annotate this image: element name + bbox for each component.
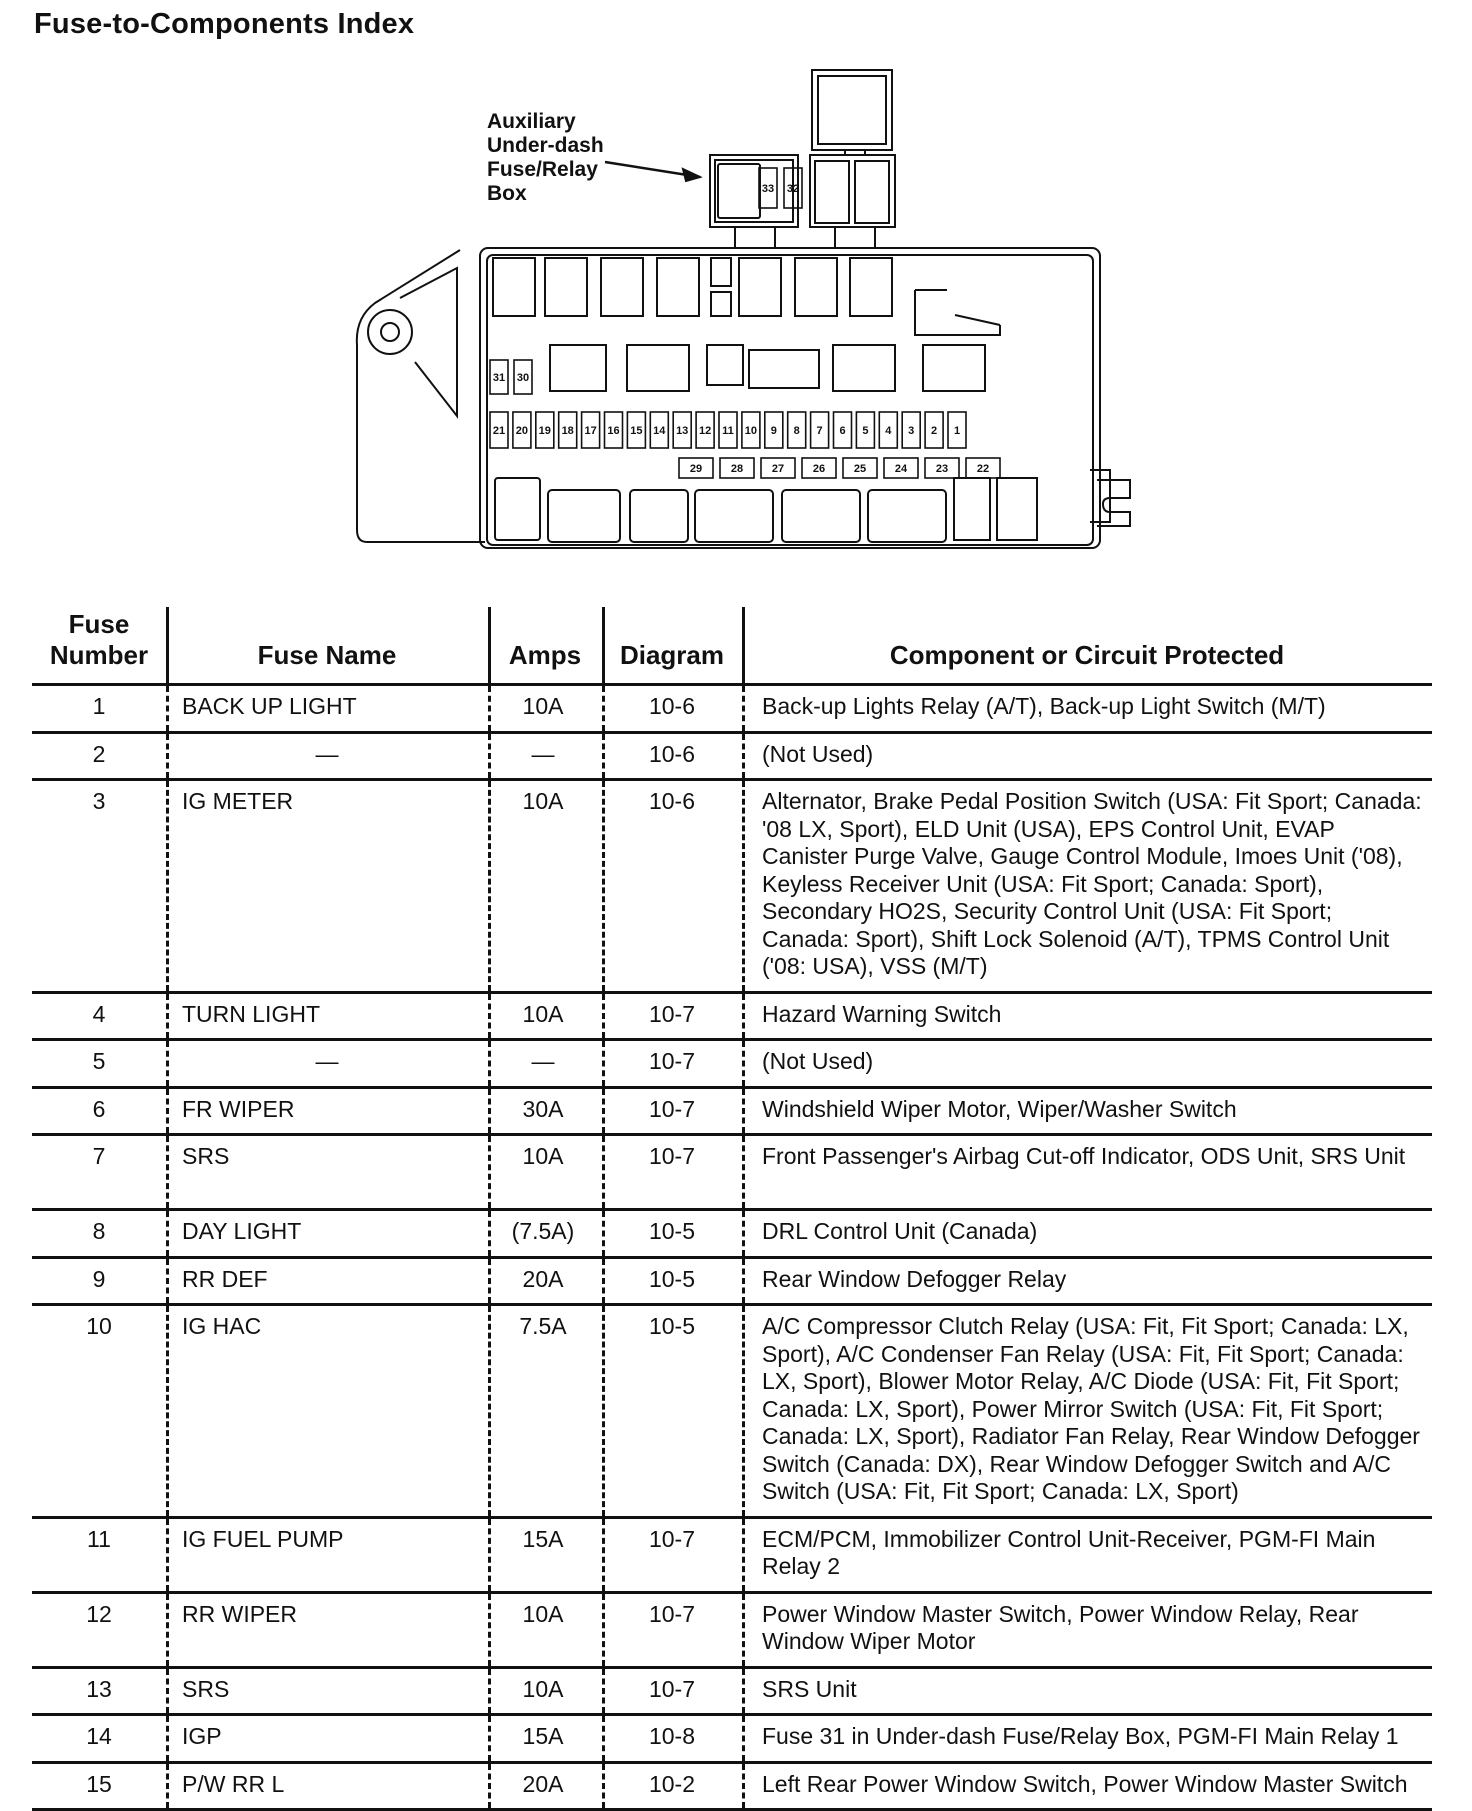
fuse-name: SRS xyxy=(182,1676,482,1704)
fuse-number: 1 xyxy=(32,693,166,721)
fuse-amps: (7.5A) xyxy=(486,1218,600,1246)
column-divider xyxy=(166,1136,169,1208)
column-divider xyxy=(488,607,491,683)
fuse-component: Hazard Warning Switch xyxy=(762,1001,1422,1029)
fuse-label: 32 xyxy=(787,183,799,195)
column-divider xyxy=(166,1716,169,1761)
fuse-amps: — xyxy=(486,1048,600,1076)
column-divider xyxy=(742,1259,745,1304)
fuse-component: SRS Unit xyxy=(762,1676,1422,1704)
column-divider xyxy=(742,1041,745,1086)
fuse-label: 24 xyxy=(895,463,908,475)
fuse-component: Fuse 31 in Under-dash Fuse/Relay Box, PGM-FI Main Relay 1 xyxy=(762,1723,1422,1751)
fuse-label: 2 xyxy=(931,425,937,437)
column-divider xyxy=(602,994,605,1039)
table-row xyxy=(32,1669,1432,1717)
table-row xyxy=(32,1041,1432,1089)
fuse-label: 3 xyxy=(908,425,914,437)
column-divider xyxy=(488,1259,491,1304)
fuse-amps: 15A xyxy=(486,1526,600,1554)
column-divider xyxy=(488,1594,491,1666)
column-divider xyxy=(742,1306,745,1516)
fuse-label: 7 xyxy=(817,425,823,437)
fuse-diagram-ref: 10-8 xyxy=(604,1723,740,1751)
column-divider xyxy=(602,1764,605,1809)
header-component: Component or Circuit Protected xyxy=(742,640,1432,671)
fuse-label: 21 xyxy=(493,425,505,437)
fuse-name: FR WIPER xyxy=(182,1096,482,1124)
fuse-name: P/W RR L xyxy=(182,1771,482,1799)
column-divider xyxy=(742,781,745,991)
fuse-label: 8 xyxy=(794,425,800,437)
column-divider xyxy=(602,1041,605,1086)
fuse-diagram-ref: 10-7 xyxy=(604,1096,740,1124)
column-divider xyxy=(602,1089,605,1134)
fuse-diagram-ref: 10-2 xyxy=(604,1771,740,1799)
column-divider xyxy=(602,1306,605,1516)
fuse-component: DRL Control Unit (Canada) xyxy=(762,1218,1422,1246)
column-divider xyxy=(742,1594,745,1666)
fuse-label: 13 xyxy=(676,425,688,437)
fuse-diagram-ref: 10-7 xyxy=(604,1143,740,1171)
fuse-label: 11 xyxy=(722,425,734,437)
column-divider xyxy=(742,994,745,1039)
fuse-label: 29 xyxy=(690,463,702,475)
connectors-bottom xyxy=(495,478,1037,542)
fuse-number: 3 xyxy=(32,788,166,816)
fuse-name: — xyxy=(174,1048,480,1076)
fuse-amps: 20A xyxy=(486,1771,600,1799)
fuse-number: 2 xyxy=(32,741,166,769)
column-divider xyxy=(742,1089,745,1134)
fuse-name: BACK UP LIGHT xyxy=(182,693,482,721)
column-divider xyxy=(602,1259,605,1304)
header-fuse-number xyxy=(32,609,166,671)
column-divider xyxy=(742,1211,745,1256)
fuse-label: 4 xyxy=(885,425,892,437)
fuse-label: 26 xyxy=(813,463,825,475)
fuse-number: 6 xyxy=(32,1096,166,1124)
fuse-component: Windshield Wiper Motor, Wiper/Washer Switch xyxy=(762,1096,1422,1124)
fuse-label: 31 xyxy=(493,372,505,384)
fuse-number: 5 xyxy=(32,1048,166,1076)
column-divider xyxy=(166,1594,169,1666)
fuse-diagram-ref: 10-7 xyxy=(604,1601,740,1629)
fuse-amps: 10A xyxy=(486,693,600,721)
table-row xyxy=(32,1306,1432,1519)
fuse-diagram-ref: 10-6 xyxy=(604,788,740,816)
table-row xyxy=(32,1211,1432,1259)
column-divider xyxy=(602,1669,605,1714)
column-divider xyxy=(166,1669,169,1714)
fuse-name: IG METER xyxy=(182,788,482,816)
column-divider xyxy=(166,1764,169,1809)
fuse-number: 11 xyxy=(32,1526,166,1554)
fuse-label: 12 xyxy=(699,425,711,437)
column-divider xyxy=(602,1519,605,1591)
column-divider xyxy=(166,734,169,779)
fuse-diagram-ref: 10-6 xyxy=(604,693,740,721)
page-title: Fuse-to-Components Index xyxy=(34,8,414,41)
aux-label-line: Box xyxy=(487,182,604,206)
fuse-diagram-ref: 10-6 xyxy=(604,741,740,769)
relay-slots-top xyxy=(493,258,892,316)
fuse-diagram-ref: 10-7 xyxy=(604,1526,740,1554)
fuse-label: 33 xyxy=(762,183,774,195)
fuse-diagram-ref: 10-7 xyxy=(604,1676,740,1704)
fuse-component: Alternator, Brake Pedal Position Switch (USA: Fit Sport; Canada: '08 LX, Sport), ELD Unit (USA), EPS Control Unit, EVAP Canister Purge Valve, Gauge Control Module, Imoes Unit ('08), Keyless Receiver Unit (USA: Fit Sport; Canada: Sport), Secondary HO2S, Security Control Unit (USA: Fit Sport; Canada: Sport), Shift Lock Solenoid (A/T), TPMS Control Unit ('08: USA), VSS (M/T) xyxy=(762,788,1422,981)
fuse-component: Front Passenger's Airbag Cut-off Indicator, ODS Unit, SRS Unit xyxy=(762,1143,1422,1171)
table-row xyxy=(32,686,1432,734)
fuse-table xyxy=(32,603,1432,1811)
column-divider xyxy=(166,1519,169,1591)
column-divider xyxy=(488,1764,491,1809)
fuse-number: 10 xyxy=(32,1313,166,1341)
column-divider xyxy=(166,994,169,1039)
fuse-diagram-ref: 10-5 xyxy=(604,1266,740,1294)
fuse-amps: 15A xyxy=(486,1723,600,1751)
column-divider xyxy=(166,1089,169,1134)
fuse-component: (Not Used) xyxy=(762,1048,1422,1076)
relay-blocks-middle xyxy=(550,345,985,391)
fuse-label: 19 xyxy=(539,425,551,437)
fuse-label: 23 xyxy=(936,463,948,475)
fuse-component: Left Rear Power Window Switch, Power Window Master Switch xyxy=(762,1771,1422,1799)
column-divider xyxy=(742,1136,745,1208)
table-body xyxy=(32,686,1432,1811)
column-divider xyxy=(742,1669,745,1714)
fuse-amps: 20A xyxy=(486,1266,600,1294)
fuse-diagram-ref: 10-7 xyxy=(604,1001,740,1029)
fuse-component: Rear Window Defogger Relay xyxy=(762,1266,1422,1294)
table-row xyxy=(32,734,1432,782)
header-fuse-name: Fuse Name xyxy=(166,640,488,671)
fuse-component: Back-up Lights Relay (A/T), Back-up Light Switch (M/T) xyxy=(762,693,1422,721)
fuse-component: (Not Used) xyxy=(762,741,1422,769)
fuse-amps: — xyxy=(486,741,600,769)
column-divider xyxy=(488,1716,491,1761)
fuse-amps: 10A xyxy=(486,1143,600,1171)
aux-box-label xyxy=(487,110,604,206)
fuse-label: 20 xyxy=(516,425,528,437)
table-header xyxy=(32,603,1432,686)
fuse-diagram-ref: 10-7 xyxy=(604,1048,740,1076)
mounting-hole xyxy=(368,310,412,354)
fuse-component: ECM/PCM, Immobilizer Control Unit-Receiver, PGM-FI Main Relay 2 xyxy=(762,1526,1422,1581)
fuse-name: IG HAC xyxy=(182,1313,482,1341)
column-divider xyxy=(602,1594,605,1666)
column-divider xyxy=(166,781,169,991)
column-divider xyxy=(488,1136,491,1208)
fuse-label: 1 xyxy=(954,425,960,437)
column-divider xyxy=(166,1259,169,1304)
table-row xyxy=(32,1089,1432,1137)
fuse-name: — xyxy=(174,741,480,769)
fuse-label: 28 xyxy=(731,463,743,475)
fuse-amps: 10A xyxy=(486,788,600,816)
fuse-component: A/C Compressor Clutch Relay (USA: Fit, Fit Sport; Canada: LX, Sport), A/C Condenser Fan Relay (USA: Fit, Fit Sport; Canada: LX, Sport), Blower Motor Relay, A/C Diode (USA: Fit, Fit Sport; Canada: LX, Sport), Power Mirror Switch (USA: Fit, Fit Sport; Canada: LX, Sport), Radiator Fan Relay, Rear Window Defogger Switch (Canada: DX), Rear Window Defogger Switch and A/C Switch (USA: Fit, Fit Sport; Canada: LX, Sport) xyxy=(762,1313,1422,1506)
fuse-label: 16 xyxy=(607,425,619,437)
fuse-number: 14 xyxy=(32,1723,166,1751)
mounting-bracket xyxy=(357,250,485,542)
fuse-name: TURN LIGHT xyxy=(182,1001,482,1029)
column-divider xyxy=(602,781,605,991)
column-divider xyxy=(488,734,491,779)
column-divider xyxy=(488,1211,491,1256)
fuse-amps: 10A xyxy=(486,1001,600,1029)
fuse-amps: 10A xyxy=(486,1676,600,1704)
header-line: Number xyxy=(32,640,166,671)
table-row xyxy=(32,994,1432,1042)
column-divider xyxy=(166,1211,169,1256)
fuse-box-diagram xyxy=(345,60,1135,580)
fuse-number: 13 xyxy=(32,1676,166,1704)
column-divider xyxy=(488,1089,491,1134)
fuse-number: 8 xyxy=(32,1218,166,1246)
fuse-label: 5 xyxy=(862,425,868,437)
column-divider xyxy=(602,1716,605,1761)
aux-label-line: Auxiliary xyxy=(487,110,604,134)
fuse-number: 4 xyxy=(32,1001,166,1029)
table-row xyxy=(32,1519,1432,1594)
fuse-label: 14 xyxy=(653,425,666,437)
fuse-number: 12 xyxy=(32,1601,166,1629)
column-divider xyxy=(488,1306,491,1516)
fuse-component: Power Window Master Switch, Power Window Relay, Rear Window Wiper Motor xyxy=(762,1601,1422,1656)
fuse-name: RR DEF xyxy=(182,1266,482,1294)
column-divider xyxy=(488,686,491,731)
fuse-label: 17 xyxy=(584,425,596,437)
fuse-number: 7 xyxy=(32,1143,166,1171)
table-row xyxy=(32,1716,1432,1764)
column-divider xyxy=(166,686,169,731)
fuse-number: 9 xyxy=(32,1266,166,1294)
aux-label-line: Fuse/Relay xyxy=(487,158,604,182)
table-row xyxy=(32,1764,1432,1811)
fuse-label: 9 xyxy=(771,425,777,437)
fuse-diagram-ref: 10-5 xyxy=(604,1218,740,1246)
header-line: Fuse xyxy=(32,609,166,640)
fuse-label: 30 xyxy=(517,372,529,384)
table-row xyxy=(32,781,1432,994)
header-diagram: Diagram xyxy=(602,640,742,671)
fuse-name: IG FUEL PUMP xyxy=(182,1526,482,1554)
column-divider xyxy=(602,1136,605,1208)
fuse-name: DAY LIGHT xyxy=(182,1218,482,1246)
fuse-amps: 7.5A xyxy=(486,1313,600,1341)
fuse-label: 15 xyxy=(630,425,642,437)
fuse-number: 15 xyxy=(32,1771,166,1799)
fuse-label: 10 xyxy=(745,425,757,437)
column-divider xyxy=(742,1519,745,1591)
column-divider xyxy=(742,686,745,731)
table-row xyxy=(32,1594,1432,1669)
table-row xyxy=(32,1259,1432,1307)
column-divider xyxy=(488,781,491,991)
column-divider xyxy=(742,734,745,779)
fuse-amps: 30A xyxy=(486,1096,600,1124)
column-divider xyxy=(742,1716,745,1761)
header-amps: Amps xyxy=(488,640,602,671)
column-divider xyxy=(488,994,491,1039)
column-divider xyxy=(602,686,605,731)
fuse-label: 6 xyxy=(839,425,845,437)
column-divider xyxy=(742,1764,745,1809)
fuse-amps: 10A xyxy=(486,1601,600,1629)
column-divider xyxy=(166,1041,169,1086)
column-divider xyxy=(488,1669,491,1714)
fuse-label: 22 xyxy=(977,463,989,475)
aux-label-line: Under-dash xyxy=(487,134,604,158)
column-divider xyxy=(602,1211,605,1256)
column-divider xyxy=(602,734,605,779)
fuse-name: IGP xyxy=(182,1723,482,1751)
fuse-label: 25 xyxy=(854,463,866,475)
column-divider xyxy=(166,1306,169,1516)
column-divider xyxy=(742,607,745,683)
column-divider xyxy=(602,607,605,683)
fuse-label: 18 xyxy=(562,425,574,437)
fuse-box-drawing xyxy=(345,60,1135,580)
fuse-label: 27 xyxy=(772,463,784,475)
fuse-diagram-ref: 10-5 xyxy=(604,1313,740,1341)
column-divider xyxy=(488,1519,491,1591)
fuse-box-housing xyxy=(480,248,1100,548)
column-divider xyxy=(488,1041,491,1086)
fuse-name: SRS xyxy=(182,1143,482,1171)
fuse-name: RR WIPER xyxy=(182,1601,482,1629)
column-divider xyxy=(166,607,169,683)
table-row xyxy=(32,1136,1432,1211)
